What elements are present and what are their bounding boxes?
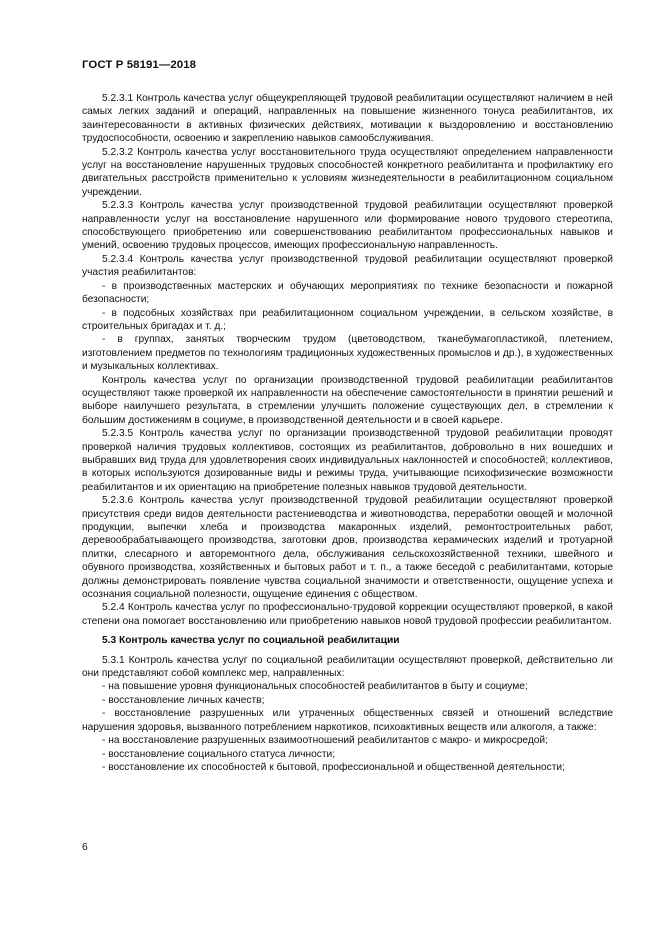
- paragraph: Контроль качества услуг по организации производственной трудовой реабилитации реабилитантов осуществляют также проверкой их направленности на обеспечение самостоятельности в принятии решений и выборе наилучшего результата, в стремлении улучшить положение существующих дел, в стремлении к большим достижениям в социуме, в производственной деятельности и в своей карьере.: [82, 374, 613, 426]
- paragraph: 5.2.3.2 Контроль качества услуг восстановительного труда осуществляют определением направленности услуг на восстановление нарушенных трудовых способностей конкретного реабилитанта и профилактику его двигательных расстройств применительно к условиям жизнедеятельности в реабилитационном социальном учреждении.: [82, 146, 613, 198]
- paragraph: 5.2.4 Контроль качества услуг по профессионально-трудовой коррекции осуществляют проверкой, в какой степени она помогает восстановлению или приобретению навыков новой трудовой профессии реабилитантом.: [82, 602, 613, 627]
- page-number: 6: [82, 842, 88, 853]
- paragraph: 5.2.3.5 Контроль качества услуг по организации производственной трудовой реабилитации проводят проверкой наличия трудовых коллективов, состоящих из реабилитантов, добровольно в них вошедших и выбравших вид труда для удовлетворения своих индивидуальных наклонностей и способностей; коллективов, в которых используются дозированные виды и режимы труда, учитывающие психофизические возможности реабилитантов и их ориентацию на приобретение полезных навыков трудовой деятельности.: [82, 428, 613, 493]
- paragraph: 5.3.1 Контроль качества услуг по социальной реабилитации осуществляют проверкой, действительно ли они представляют собой комплекс мер, направленных:: [82, 654, 613, 680]
- paragraph: 5.2.3.3 Контроль качества услуг производственной трудовой реабилитации осуществляют проверкой направленности услуг на восстановление нарушенного или формирование нового трудового стереотипа, способствующего приобретению или совершенствованию реабилитантом профессиональных навыков и умений, освоению трудовых процессов, имеющих профессиональную направленность.: [82, 200, 613, 252]
- paragraph: - на восстановление разрушенных взаимоотношений реабилитантов с макро- и микросредой;: [102, 735, 548, 747]
- paragraph: - на повышение уровня функциональных способностей реабилитантов в быту и социуме;: [102, 681, 528, 693]
- standard-header: ГОСТ Р 58191—2018: [82, 59, 197, 71]
- page-body: [82, 92, 613, 774]
- paragraph: - в группах, занятых творческим трудом (цветоводством, тканебумагопластикой, плетением, изготовлением предметов по технологиям традиционных художественных промыслов и др.), в художественных и музыкальных коллективах.: [82, 334, 613, 373]
- paragraph: - восстановление личных качеств;: [102, 694, 265, 706]
- paragraph: - в подсобных хозяйствах при реабилитационном социальном учреждении, в сельском хозяйстве, в строительных бригадах и т. д.;: [82, 307, 613, 332]
- paragraph: 5.2.3.4 Контроль качества услуг производственной трудовой реабилитации осуществляют проверкой участия реабилитантов:: [82, 253, 613, 279]
- paragraph: 5.2.3.6 Контроль качества услуг производственной трудовой реабилитации осуществляют проверкой присутствия среди видов деятельности растениеводства и животноводства, переработки овощей и молочной продукции, выпечки хлеба и производства макаронных изделий, ремонтостроительных работ, деревообрабатывающего производства, заготовки дров, производства керамических изделий и тротуарной плитки, слесарного и авторемонтного дела, обслуживания сельскохозяйственной техники, швейного и обувного производства, хозяйственных и бытовых работ и т. п., а также беседой с реабилитантами, которые должны демонстрировать появление чувства социальной значимости и ответственности, ощущение успеха и осознания социальной полезности, ощущение единения с обществом.: [82, 495, 613, 601]
- paragraph: - восстановление разрушенных или утраченных общественных связей и отношений вследствие нарушения здоровья, вызванного потреблением наркотиков, психоактивных веществ или алкоголя, а также:: [82, 708, 613, 733]
- paragraph: - восстановление их способностей к бытовой, профессиональной и общественной деятельности;: [102, 761, 565, 773]
- paragraph: - восстановление социального статуса личности;: [102, 748, 336, 760]
- section-heading: 5.3 Контроль качества услуг по социальной реабилитации: [102, 635, 400, 647]
- paragraph: - в производственных мастерских и обучающих мероприятиях по технике безопасности и пожарной безопасности;: [82, 280, 613, 306]
- paragraph: 5.2.3.1 Контроль качества услуг общеукрепляющей трудовой реабилитации осуществляют наличием в ней самых легких заданий и операций, направленных на повышение жизненного тонуса реабилитантов, их заинтересованности в активных физических действиях, мотивации к выздоровлению и восстановлению трудоспособности, освоению и закреплению навыков самообслуживания.: [82, 93, 613, 145]
